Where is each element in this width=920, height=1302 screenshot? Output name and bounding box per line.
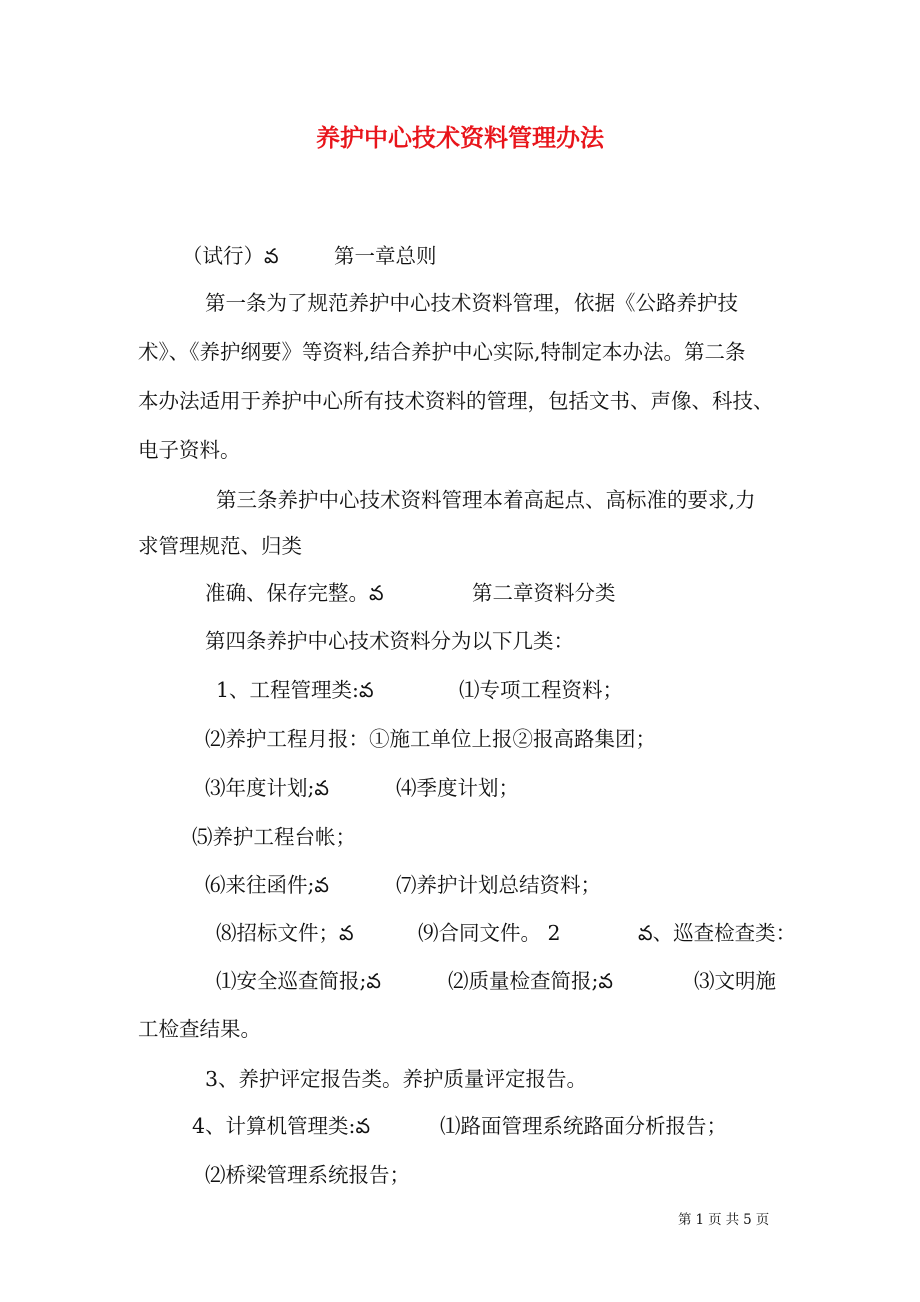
line-segment: ⑵质量检查简报;వ (448, 969, 613, 993)
footer-prefix: 第 (678, 1212, 692, 1228)
line-segment: ⑸养护工程台帐； (192, 825, 356, 849)
line-segment: ⑷季度计划； (396, 776, 519, 800)
line-segment: ⑹来往函件;వ (205, 873, 329, 897)
line-segment: 电子资料。 (138, 438, 241, 462)
document-title: 养护中心技术资料管理办法 (316, 123, 604, 152)
paragraph-line (192, 824, 356, 850)
line-segment: వ、巡查检查类： (638, 921, 797, 945)
line-segment: ⑴安全巡查简报;వ (216, 969, 381, 993)
paragraph-line (205, 628, 574, 654)
line-segment: 1、工程管理类:వ (216, 678, 374, 702)
page-total: 5 (743, 1212, 752, 1228)
page-number: 1 (695, 1212, 705, 1228)
paragraph-line (216, 487, 756, 513)
paragraph-line (138, 533, 302, 559)
line-segment: 准确、保存完整。వ (205, 581, 384, 605)
paragraph-line (205, 1066, 587, 1092)
paragraph-line (138, 388, 774, 414)
page-footer (676, 1208, 771, 1228)
line-segment: 4、计算机管理类:వ (192, 1114, 371, 1138)
line-segment: 术》、《养护纲要》等资料,结合养护中心实际,特制定本办法。第二条 (138, 340, 746, 364)
line-segment: ⑵养护工程月报：①施工单位上报②报高路集团； (205, 727, 656, 751)
paragraph-line (138, 1016, 261, 1042)
line-segment: ⑶年度计划;వ (205, 776, 329, 800)
chapter-heading: 第二章资料分类 (472, 581, 616, 605)
paragraph-line (205, 726, 656, 752)
paragraph-line (205, 290, 738, 316)
line-segment: ⑻招标文件；వ (216, 921, 354, 945)
line-segment: ⑼合同文件。 2 (418, 921, 561, 945)
footer-suffix: 页 (755, 1212, 770, 1228)
line-segment: 第一条为了规范养护中心技术资料管理，依据《公路养护技 (205, 291, 738, 315)
line-segment: ⑵桥梁管理系统报告； (205, 1163, 410, 1187)
line-segment: 第三条养护中心技术资料管理本着高起点、高标准的要求,力 (216, 488, 756, 512)
paragraph-line (138, 339, 746, 365)
line-segment: 求管理规范、归类 (138, 534, 302, 558)
paragraph-line (205, 1162, 410, 1188)
line-segment: ⑶文明施 (694, 969, 776, 993)
footer-total-word: 共 (725, 1212, 740, 1228)
chapter-heading: 第一章总则 (334, 244, 437, 268)
line-segment: 3、养护评定报告类。养护质量评定报告。 (205, 1067, 588, 1091)
paragraph-line (138, 437, 241, 463)
line-segment: 本办法适用于养护中心所有技术资料的管理，包括文书、声像、科技、 (138, 389, 774, 413)
line-segment: 工检查结果。 (138, 1017, 261, 1041)
footer-page-word: 页 (708, 1212, 722, 1228)
line-segment: ⑺养护计划总结资料； (396, 873, 601, 897)
line-segment: ⑴专项工程资料； (459, 678, 623, 702)
line-segment: 第四条养护中心技术资料分为以下几类： (205, 629, 574, 653)
line-segment: ⑴路面管理系统路面分析报告； (440, 1114, 727, 1138)
line-segment: （试行）వ (182, 244, 279, 268)
